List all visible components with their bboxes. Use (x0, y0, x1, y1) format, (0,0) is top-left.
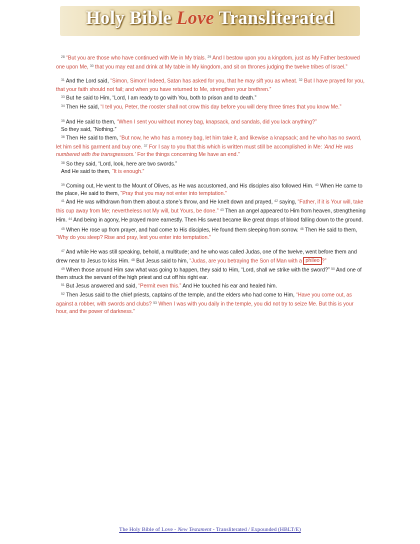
verse-42: “Father, if it is Your will, take this cup away from Me; nevertheless not My will, but Yours, be done.” (56, 199, 364, 215)
paragraph-47-48: $^{47}$ And while He was still speaking, behold, a multitude; and he who was called Judas, one of the twelve, went before them and drew near to Jesus to kiss Him. $^{48}$ But Jesus said to him, “Judas, are you betraying the Son of Man with a phileo ?” (56, 248, 357, 265)
paragraph-35-reply (56, 127, 366, 135)
paragraph-28-30: $^{28}$ “But you are those who have continued with Me in My trials. $^{29}$ And I bestow upon you a kingdom, just as My Father bestowed one upon Me, $^{30}$ that you may eat and drink at My table in My kingdom, and sit on thrones judging the twelve tribes of Israel.” (56, 55, 360, 71)
verse-30: that you may eat and drink at My table in My kingdom, and sit on thrones judging the twelve tribes of Israel.” (95, 64, 348, 71)
verse-37: For I say to you that this which is written must still be accomplished in Me: (148, 144, 324, 151)
verse-35: “When I sent you without money bag, knapsack, and sandals, did you lack anything?” (116, 119, 317, 126)
verse-38-reply: “It is enough.” (111, 168, 145, 175)
verse-31: “Simon, Simon! Indeed, Satan has asked for you, that he may sift you as wheat. (110, 78, 298, 85)
verse-53: When I was with you daily in the temple, you did not try to seize Me. But this is your hour, and the power of darkness.” (56, 301, 354, 316)
verse-31-intro: And the Lord said, (65, 78, 111, 85)
footer-link[interactable] (0, 527, 420, 533)
verse-52: “Have you come out, as against a robber, with swords and clubs? (56, 292, 352, 308)
verse-39: Coming out, He went to the Mount of Olives, as He was accustomed, and His disciples also followed Him. (66, 183, 314, 190)
verse-48: “Judas, are you betraying the Son of Man with a (189, 258, 304, 265)
paragraph-51: $^{51}$ But Jesus answered and said, “Permit even this.” And He touched his ear and healed him. (61, 283, 277, 290)
verse-41: And He was withdrawn from them about a stone’s throw, and He knelt down and prayed, (65, 199, 273, 206)
title-love: Love (176, 9, 215, 29)
verse-51: “Permit even this.” (138, 283, 182, 290)
verse-33: But he said to Him, “Lord, I am ready to go with You, both to prison and to death.” (66, 95, 257, 102)
verse-34: “I tell you, Peter, the rooster shall not crow this day before you will deny three times that you know Me.” (100, 104, 342, 111)
verse-46: “Why do you sleep? Rise and pray, lest you enter into temptation.” (56, 234, 211, 241)
footer-text-2: New Testament (177, 527, 212, 533)
verse-36-intro: Then He said to them, (66, 135, 120, 142)
footer-text-1: The Holy Bible of Love - (119, 527, 178, 533)
paragraph-36-37: $^{36}$ Then He said to them, “But now, he who has a money bag, let him take it, and likewise a knapsack; and he who has no sword, let him sell his garment and buy one. $^{37}$ For I say to you that this which is written must still be accomplished in Me: ‘And He was numbered with the transgressors.’ For the things concerning Me have an end.” (56, 135, 362, 159)
verse-28: “But you are those who have continued with Me in My trials. (66, 55, 207, 62)
verse-35-reply: So they said, “Nothing.” (61, 126, 117, 133)
paragraph-39-40: $^{39}$ Coming out, He went to the Mount of Olives, as He was accustomed, and His disciples also followed Him. $^{40}$ When He came to the place, He said to them, “Pray that you may not enter into temptation.” (56, 182, 363, 197)
verse-29: And I bestow upon you a kingdom, just as My Father bestowed one upon Me, (56, 55, 360, 71)
verse-36: “But now, he who has a money bag, let him take it, and likewise a knapsack; and he who has no sword, let him sell his garment and buy one. (56, 135, 362, 151)
verse-50: And one of them struck the servant of the high priest and cut off his right ear. (56, 267, 362, 281)
paragraph-49-50: $^{49}$ When those around Him saw what was going to happen, they said to Him, “Lord, shall we strike with the sword?” $^{50}$ And one of them struck the servant of the high priest and cut off his right ear. (56, 266, 362, 281)
paragraph-38-reply (56, 169, 366, 177)
verse-32: But I have prayed for you, that your faith should not fail; and when you have returned to Me, strengthen your brethren.” (56, 78, 365, 93)
paragraph-31-32: $^{31}$ And the Lord said, “Simon, Simon! Indeed, Satan has asked for you, that he may sift you as wheat. $^{32}$ But I have prayed for you, that your faith should not fail; and when you have returned to Me, strengthen your brethren.” (56, 78, 365, 93)
verse-35-intro: And He said to them, (65, 119, 117, 126)
verse-45: When He rose up from prayer, and had come to His disciples, He found them sleeping from sorrow. (66, 227, 299, 234)
verse-38: So they said, “Lord, look, here are two swords.” (66, 161, 178, 168)
verse-46-intro: Then He said to them, (305, 227, 358, 234)
paragraph-34: $^{34}$ Then He said, “I tell you, Peter, the rooster shall not crow this day before you will deny three times that you know Me.” (61, 104, 342, 111)
verse-49: When those around Him saw what was going to happen, they said to Him, “Lord, shall we strike with the sword?” (66, 267, 330, 274)
verse-37-quote: ‘And He was numbered with the transgressors.’ (56, 144, 354, 159)
site-title (60, 9, 360, 30)
verse-38-intro: And He said to them, (61, 168, 112, 175)
verse-51-end: And He touched his ear and healed him. (181, 283, 277, 290)
header-banner (60, 6, 360, 36)
verse-40: “Pray that you may not enter into temptation.” (120, 190, 227, 197)
verse-48-end: ?” (321, 258, 327, 265)
phileo-highlight: phileo (305, 258, 320, 265)
verse-43: Then an angel appeared to Him from heaven, strengthening Him. (56, 208, 366, 224)
paragraph-35: $^{35}$ And He said to them, “When I sent you without money bag, knapsack, and sandals, did you lack anything?” (61, 118, 317, 126)
scripture-text (56, 54, 366, 317)
verse-51-intro: But Jesus answered and said, (66, 283, 139, 290)
paragraph-41-44: $^{41}$ And He was withdrawn from them about a stone’s throw, and He knelt down and prayed, $^{42}$ saying, “Father, if it is Your will, take this cup away from Me; nevertheless not My will, but Yours, be done.” $^{43}$ Then an angel appeared to Him from heaven, strengthening Him. $^{44}$ And being in agony, He prayed more earnestly. Then His sweat became like great drops of blood falling down to the ground. (56, 199, 366, 224)
paragraph-52-53: $^{52}$ Then Jesus said to the chief priests, captains of the temple, and the elders who had come to Him, “Have you come out, as against a robber, with swords and clubs? $^{53}$ When I was with you daily in the temple, you did not try to seize Me. But this is your hour, and the power of darkness.” (56, 292, 354, 316)
verse-47: And while He was still speaking, behold, a multitude; and he who was called Judas, one of the twelve, went before them and drew near to Jesus to kiss Him. (56, 249, 357, 265)
verse-40-intro: When He came to the place, He said to them, (56, 183, 363, 197)
title-part-1: Holy Bible (85, 9, 177, 29)
footer-text-3: - Transliterated / Expounded (HBLT/E) (211, 527, 301, 533)
verse-52-intro: Then Jesus said to the chief priests, captains of the temple, and the elders who had come to Him, (66, 292, 297, 299)
verse-42-intro: saying, (279, 199, 298, 206)
verse-34-intro: Then He said, (66, 104, 101, 111)
paragraph-33: $^{33}$ But he said to Him, “Lord, I am ready to go with You, both to prison and to death.” (61, 95, 257, 102)
title-part-2: Transliterated (214, 9, 335, 29)
verse-48-intro: But Jesus said to him, (136, 258, 190, 265)
paragraph-38: $^{38}$ So they said, “Lord, look, here are two swords.” (61, 160, 178, 168)
paragraph-45-46: $^{45}$ When He rose up from prayer, and had come to His disciples, He found them sleeping from sorrow. $^{46}$ Then He said to them, “Why do you sleep? Rise and pray, lest you enter into temptation.” (56, 226, 358, 241)
verse-44: And being in agony, He prayed more earnestly. Then His sweat became like great drops of blood falling down to the ground. (73, 217, 363, 224)
verse-37-end: For the things concerning Me have an end.” (135, 152, 240, 159)
